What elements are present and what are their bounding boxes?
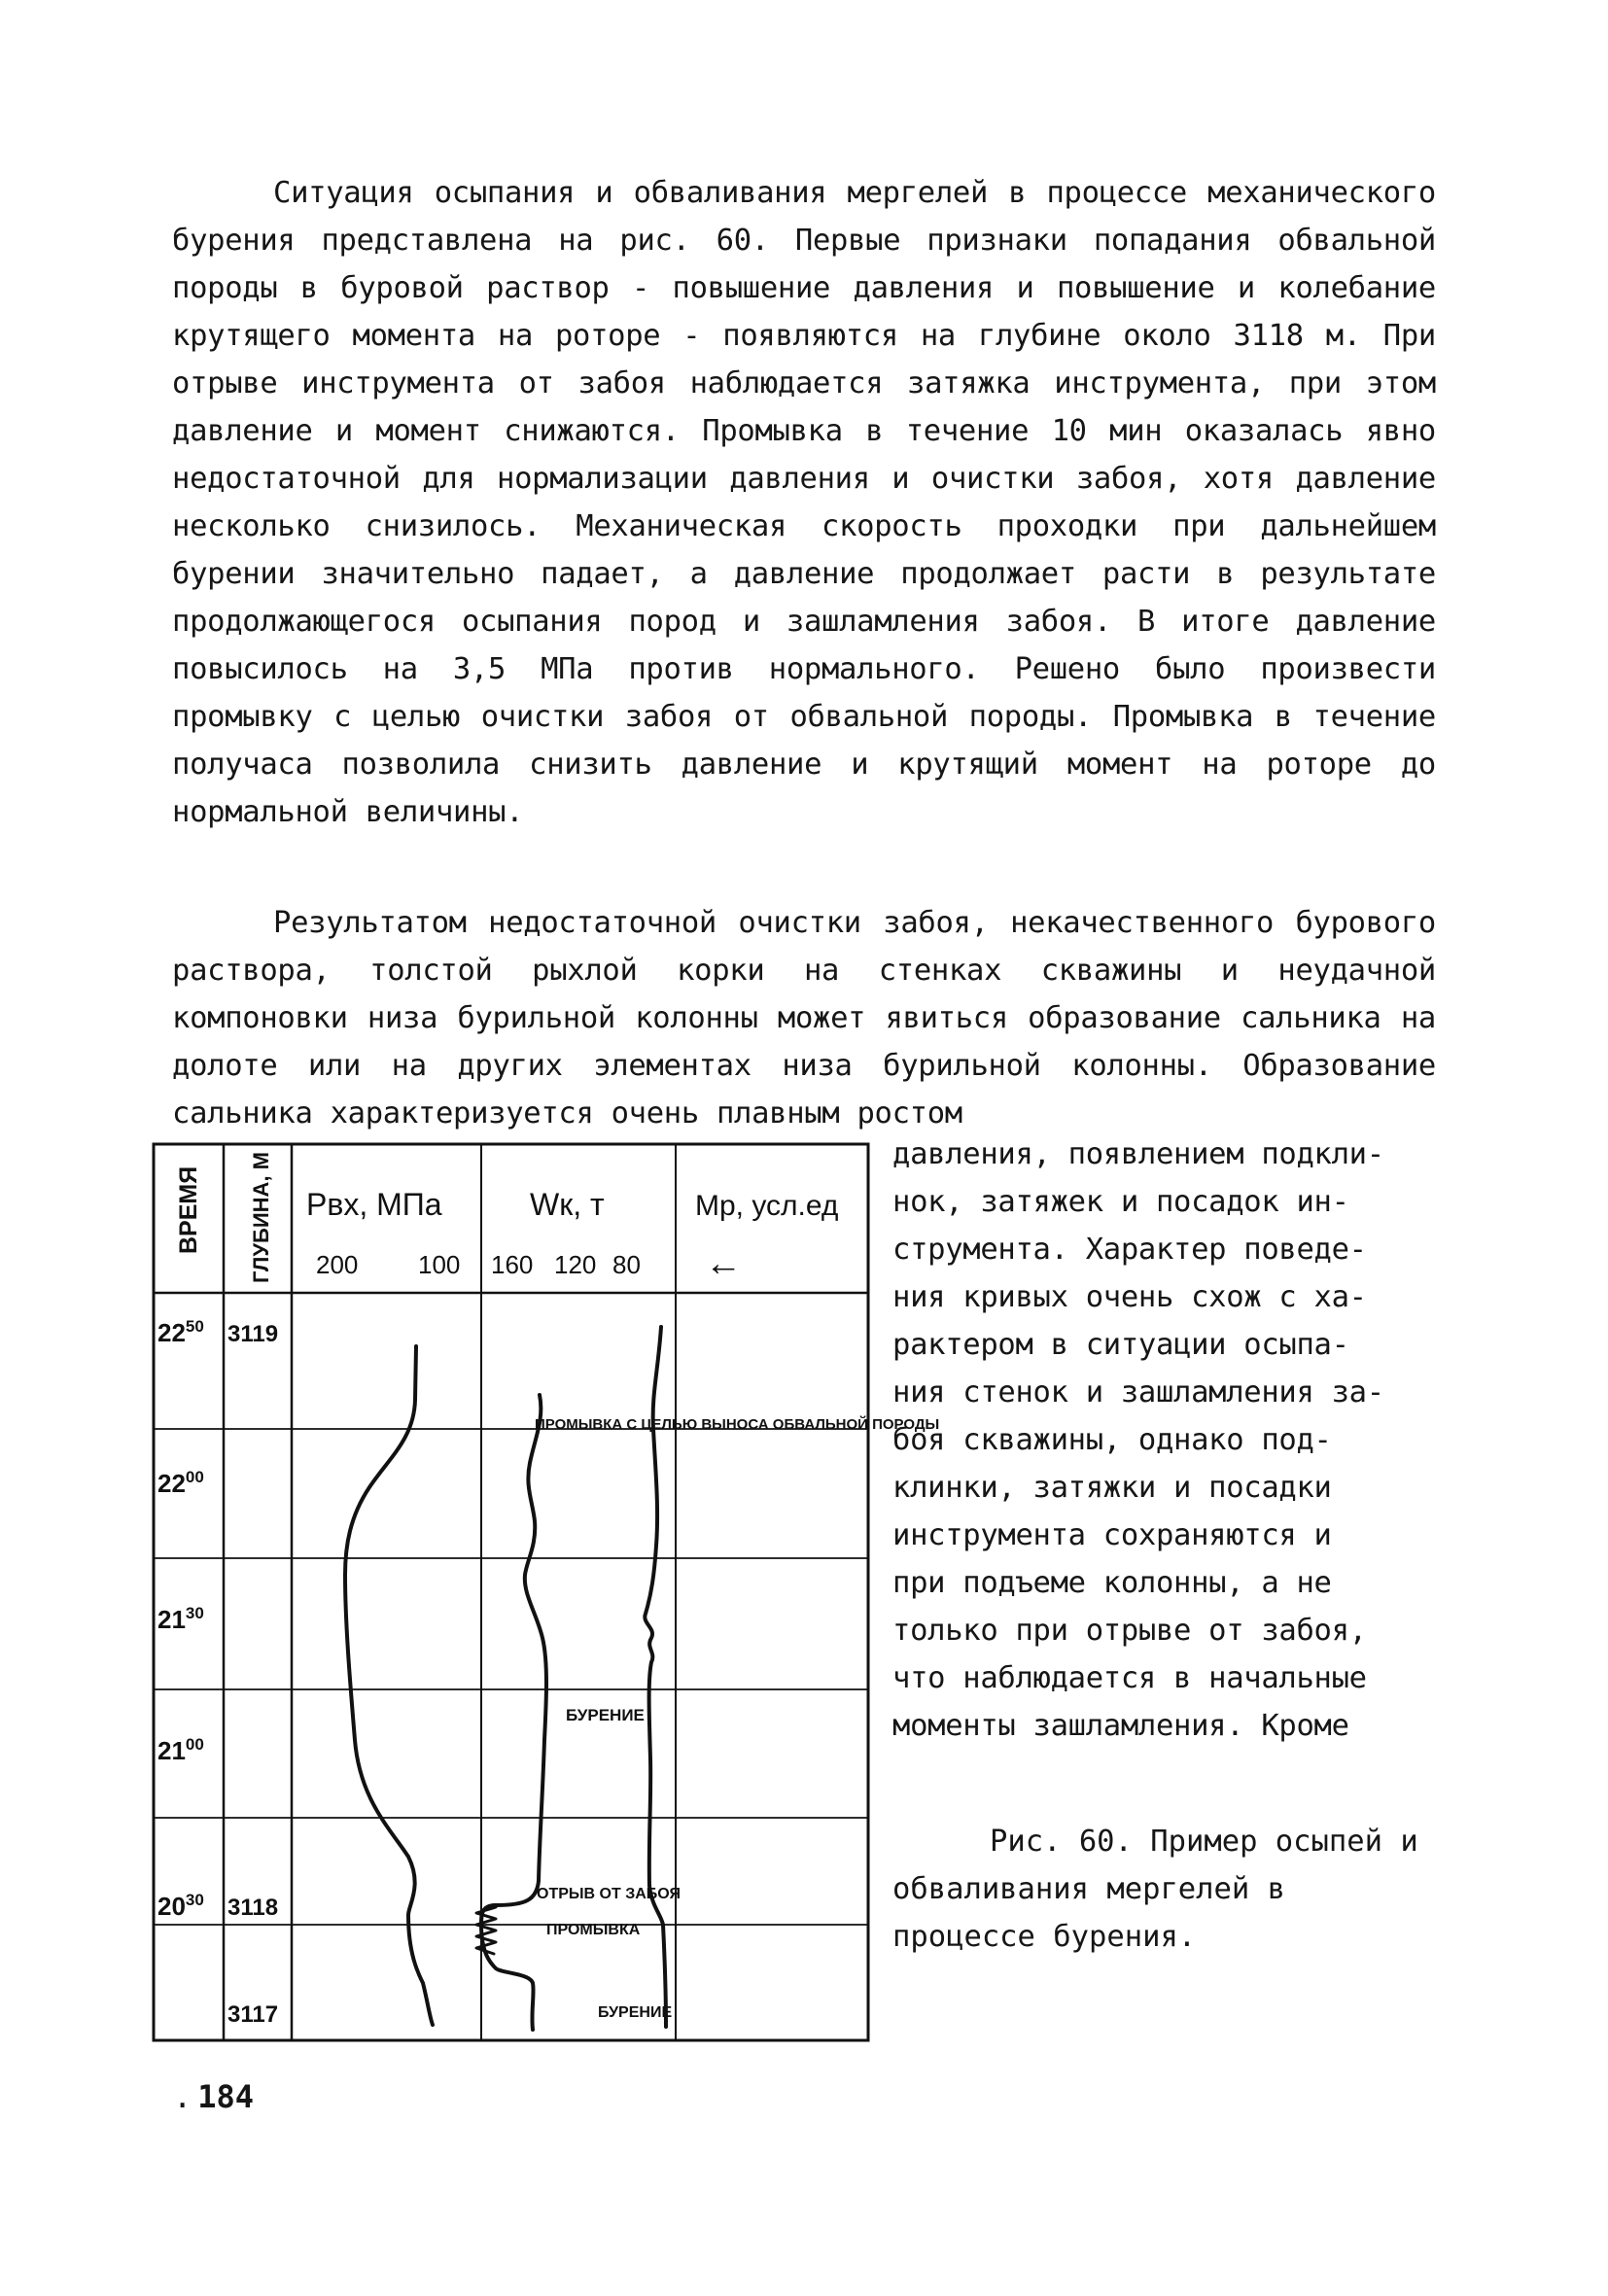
text-line: моменты зашламления. Кроме [892, 1709, 1349, 1743]
text-line: рактером в ситуации осыпа- [892, 1328, 1349, 1362]
depth-label: 3117 [227, 2001, 279, 2028]
time-label: $22^{50}$ [157, 1317, 204, 1347]
page-number-text: 184 [197, 2078, 255, 2115]
time-label: $21^{00}$ [157, 1735, 204, 1765]
depth-label: 3118 [227, 1895, 279, 1921]
paragraph-1-text: Ситуация осыпания и обваливания мергелей в процессе механического бурения представлена на рис. 60. Первые признаки попадания обвальной породы в буровой раствор - повышение давления и повышение и колебание крутящего момента на роторе - появляются на глубине около 3118 м. При отрыве инструмента от забоя наблюдается затяжка инструмента, при этом давление и момент снижаются. Промывка в течение 10 мин оказалась явно недостаточной для нормализации давления и очистки забоя, хотя давление несколько снизилось. Механическая скорость проходки при дальнейшем бурении значительно падает, а давление продолжает расти в результате продолжающегося осыпания пород и зашламления забоя. В итоге давление повысилось на 3,5 МПа против нормального. Решено было произвести промывку с целью очистки забоя от обвальной породы. Промывка в течение получаса позволила снизить давление и крутящий момент на роторе до нормальной величины. [172, 176, 1436, 829]
paragraph-1 [172, 169, 1436, 836]
depth-labels [227, 1321, 278, 2028]
figure-caption-text: Рис. 60. Пример осыпей и обваливания мергелей в процессе бурения. [892, 1825, 1418, 1954]
arrow-left-icon: ← [705, 1243, 742, 1284]
text-line: нок, затяжек и посадок ин- [892, 1185, 1349, 1219]
text-line: боя скважины, однако под- [892, 1423, 1332, 1457]
time-label: $21^{30}$ [157, 1604, 204, 1634]
text-line: ния стенок и зашламления за- [892, 1375, 1384, 1409]
annotation-drilling-2: БУРЕНИЕ [598, 2004, 673, 2021]
time-labels [157, 1317, 204, 1921]
tick-label: 100 [418, 1250, 461, 1279]
time-label: $20^{30}$ [157, 1891, 204, 1921]
tick-mark: . [173, 2078, 192, 2115]
paragraph-2-text: Результатом недостаточной очистки забоя, некачественного бурового раствора, толстой рыхлой корки на стенках скважины и неудачной компоновки низа бурильной колонны может явиться образование сальника на долоте или на других элементах низа бурильной колонны. Образование сальника характеризуется очень плавным ростом [172, 906, 1436, 1131]
text-line: клинки, затяжки и посадки [892, 1471, 1332, 1505]
text-line: инструмента сохраняются и [892, 1518, 1332, 1552]
chart-annotations [535, 1415, 939, 2021]
column-headers [175, 1152, 838, 1284]
paragraph-2-continuation [892, 1131, 1437, 1750]
column-header-depth: ГЛУБИНА, М [249, 1152, 273, 1283]
annotation-flushing: ПРОМЫВКА [546, 1922, 641, 1938]
tick-label: 160 [491, 1250, 534, 1279]
text-line: давления, появлением подкли- [892, 1137, 1384, 1171]
figure-caption [892, 1818, 1437, 1961]
annotation-drilling: БУРЕНИЕ [566, 1706, 645, 1724]
depth-label: 3119 [227, 1321, 279, 1347]
text-line: ния кривых очень схож с ха- [892, 1280, 1367, 1314]
column-header-weight: Wк, т [530, 1187, 605, 1222]
tick-label: 200 [316, 1250, 359, 1279]
annotation-flush-cleanout: ПРОМЫВКА С ЦЕЛЬЮ ВЫНОСА ОБВАЛЬНОЙ ПОРОДЫ [535, 1416, 940, 1433]
column-header-pressure: Pвх, МПа [306, 1187, 442, 1222]
text-line: струмента. Характер поведе- [892, 1233, 1367, 1267]
paragraph-2 [172, 899, 1436, 1137]
tick-label: 120 [554, 1250, 597, 1279]
time-label: $22^{00}$ [157, 1468, 204, 1498]
pressure-curve [345, 1346, 433, 2025]
column-header-torque: Mр, усл.ед [695, 1190, 839, 1222]
column-header-time: ВРЕМЯ [175, 1165, 202, 1254]
well-log-chart [146, 1137, 940, 2046]
weight-oscillation [476, 1907, 496, 1954]
page-number [173, 2078, 254, 2115]
tick-label: 80 [612, 1250, 641, 1279]
annotation-off-bottom: ОТРЫВ ОТ ЗАБОЯ [537, 1886, 682, 1902]
text-line: что наблюдается в начальные [892, 1661, 1367, 1695]
weight-curve [481, 1395, 546, 2030]
text-line: при подъеме колонны, а не [892, 1566, 1332, 1600]
text-line: только при отрыве от забоя, [892, 1614, 1367, 1648]
